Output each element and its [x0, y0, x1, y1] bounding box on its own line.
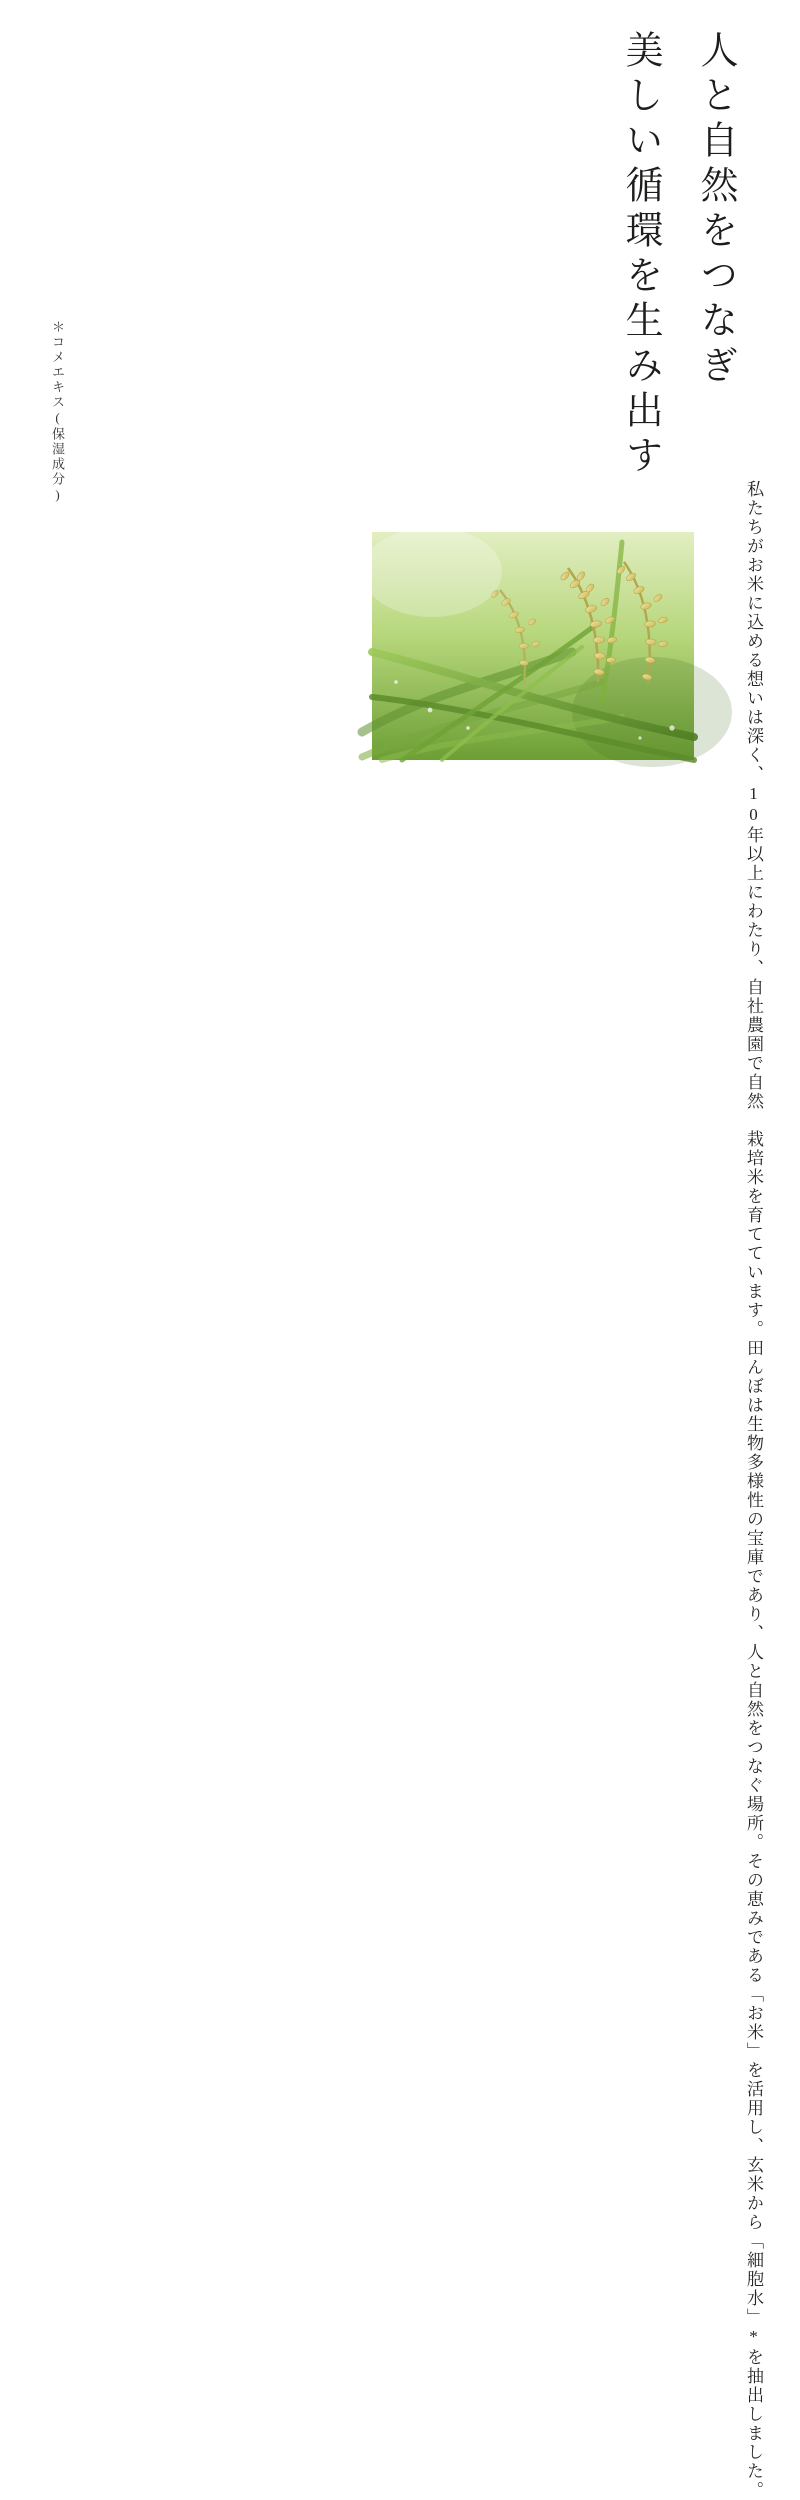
body-column-1: 私たちがお米に込める想いは深く、10年以 [744, 480, 763, 864]
rice-ears-photo [372, 532, 694, 760]
body-column-3: てています。田んぼは生物多様性の宝庫で [744, 1225, 763, 1586]
footnote: ＊コメエキス(保湿成分) [50, 320, 65, 504]
body-column-6: を抽出しました。 [744, 2348, 763, 2500]
page-title [610, 30, 744, 480]
body-column-4: あり、人と自然をつなぐ場所。その恵みで [744, 1586, 763, 1947]
body-column-5: ある「お米」を活用し、玄米から「細胞水」* [744, 1947, 763, 2348]
headline-line-1: 人と自然をつなぎ [694, 30, 736, 390]
headline-line-2: 美しい循環を生み出す [619, 30, 662, 480]
vertical-text-block [592, 30, 770, 2500]
body-column-2: 上にわたり、自社農園で自然 栽培米を育 [744, 864, 763, 1225]
